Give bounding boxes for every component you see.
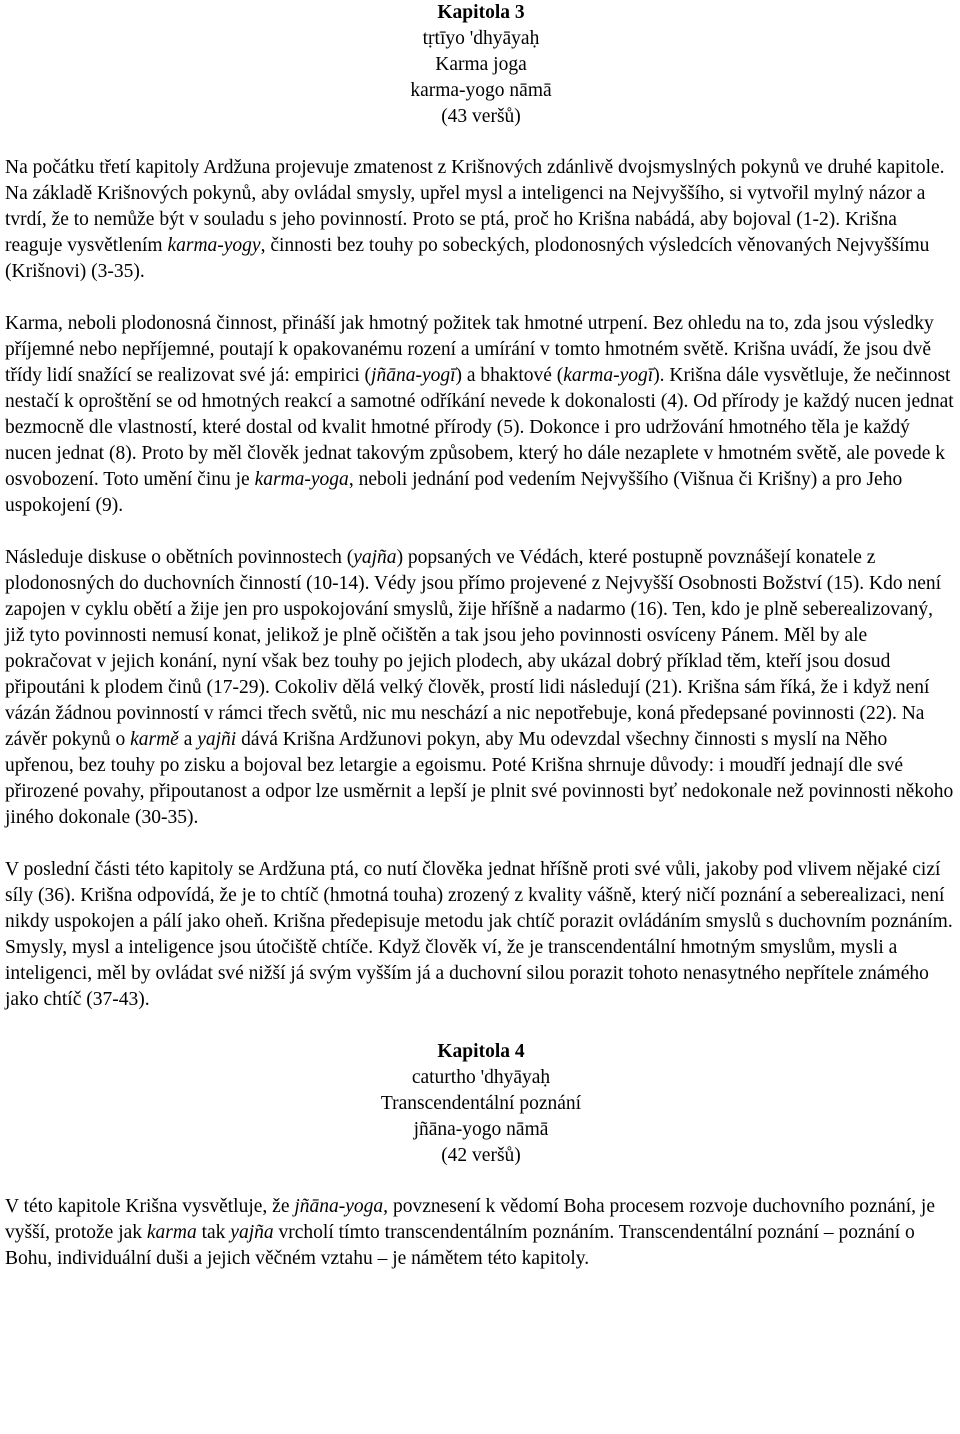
text-run: V poslední části této kapitoly se Ardžuna ptá, co nutí člověka jednat hříšně proti své vůli, jakoby pod vlivem nějaké cizí síly (36). Krišna odpovídá, že je to chtíč (hmotná touha) zrozený z kvality vášně, který ničí poznání a seberealizaci, není nikdy uspokojen a pálí jako oheň. Krišna předepisuje metodu jak chtíč porazit ovládáním smyslů s duchovním poznáním. Smysly, mysl a inteligence jsou útočiště chtíče. Když člověk ví, že je transcendentální hmotným smyslům, mysli a inteligenci, měl by ovládat své nižší já svým vyšším já a duchovní silou porazit tohoto nenasytného nepřítele známého jako chtíč (37-43). <box>5 859 953 1010</box>
chapter-3-title: Kapitola 3 <box>437 2 525 23</box>
text-run: V této kapitole Krišna vysvětluje, že <box>5 1196 295 1217</box>
chapter-4-paragraph-1 <box>5 1194 957 1272</box>
italic-term: yajñi <box>197 729 237 750</box>
chapter-3-verse-count: (43 veršů) <box>441 106 521 127</box>
italic-term: karma-yoga <box>254 469 349 490</box>
text-run: ). Krišna dále vysvětluje, že nečinnost nestačí k oproštění se od hmotných reakcí a samotné odříkání nevede k dokonalosti (4). Od přírody je každý nucen jednat bezmocně dle vlastností, které dostal od kvalit hmotné přírody (5). Dokonce i pro udržování hmotného těla je každý nucen jednat (8). Proto by měl člověk jednat takovým způsobem, který ho dále nezaplete v hmotném světě, ale povede k osvobození. Toto umění činu je <box>5 365 954 490</box>
chapter-3-header <box>5 0 957 130</box>
chapter-4-verse-count: (42 veršů) <box>441 1145 521 1166</box>
chapter-3-name: Karma joga <box>435 54 527 75</box>
text-run: a <box>178 729 198 750</box>
chapter-3-sanskrit-name: karma-yogo nāmā <box>410 80 552 101</box>
text-run: , neboli jednání pod vedením Nejvyššího (Višnua či Krišny) a pro Jeho uspokojení (9). <box>5 469 903 516</box>
italic-term: karma <box>146 1222 197 1243</box>
text-run: Na počátku třetí kapitoly Ardžuna projevuje zmatenost z Krišnových zdánlivě dvojsmyslných pokynů ve druhé kapitole. Na základě Krišnových pokynů, aby ovládal smysly, upřel mysl a inteligenci na Nejvyššího, si vytvořil mylný názor a tvrdí, že to nemůže být v souladu s jeho povinností. Proto se ptá, proč ho Krišna nabádá, aby bojoval (1-2). Krišna reaguje vysvětlením <box>5 157 945 256</box>
text-run: tak <box>196 1222 231 1243</box>
italic-term: yajña <box>353 547 397 568</box>
chapter-4-header <box>5 1039 957 1169</box>
italic-term: karma-yogy <box>167 235 261 256</box>
chapter-4-sanskrit-name: jñāna-yogo nāmā <box>413 1119 549 1140</box>
chapter-4-title: Kapitola 4 <box>437 1041 525 1062</box>
chapter-3-paragraph-2 <box>5 311 957 519</box>
italic-term: karma-yogī <box>563 365 654 386</box>
chapter-3-paragraph-4 <box>5 857 957 1013</box>
text-run: ) a bhaktové ( <box>455 365 564 386</box>
italic-term: jñāna-yoga, <box>294 1196 389 1217</box>
italic-term: karmě <box>130 729 179 750</box>
text-run: Následuje diskuse o obětních povinnostech ( <box>5 547 354 568</box>
text-run: Karma, neboli plodonosná činnost, přináší jak hmotný požitek tak hmotné utrpení. Bez ohledu na to, zda jsou výsledky příjemné nebo nepříjemné, poutají k opakovanému rození a umírání v tomto hmotném světě. Krišna uvádí, že jsou dvě třídy lidí snažící se realizovat své já: empirici ( <box>5 313 934 386</box>
text-run: ) popsaných ve Védách, které postupně povznášejí konatele z plodonosných do duchovních činností (10-14). Védy jsou přímo projevené z Nejvyšší Osobnosti Božství (15). Kdo není zapojen v cyklu obětí a žije jen pro uspokojování smyslů, žije hříšně a nadarmo (16). Ten, kdo je plně seberealizovaný, již tyto povinnosti nemusí konat, jelikož je plně očištěn a tak jsou jeho povinnosti osvíceny Pánem. Měl by ale pokračovat v jejich konání, nyní však bez touhy po jejich plodech, aby ukázal dobrý příklad těm, kteří jsou dosud připoutáni k plodem činů (17-29). Cokoliv dělá velký člověk, prostí lidi následují (21). Krišna sám říká, že i když není vázán žádnou povinností v rámci třech světů, nic mu neschází a nic nepotřebuje, koná předepsané povinnosti (22). Na závěr pokynů o <box>5 547 942 750</box>
italic-term: jñāna-yogī <box>371 365 456 386</box>
text-run: vrcholí tímto transcendentálním poznáním. Transcendentální poznání – poznání o Bohu, individuální duši a jejich věčném vztahu – je námětem této kapitoly. <box>5 1222 915 1269</box>
text-run: , činnosti bez touhy po sobeckých, plodonosných výsledcích věnovaných Nejvyššímu (Krišnovi) (3-35). <box>5 235 930 282</box>
italic-term: yajña <box>230 1222 274 1243</box>
chapter-3-sanskrit-title: tṛtīyo 'dhyāyaḥ <box>422 28 540 49</box>
text-run: povznesení k vědomí Boha procesem rozvoje duchovního poznání, je vyšší, protože jak <box>5 1196 935 1243</box>
chapter-4-sanskrit-title: caturtho 'dhyāyaḥ <box>411 1067 551 1088</box>
chapter-3-paragraph-3 <box>5 545 957 831</box>
chapter-3-paragraph-1 <box>5 155 957 285</box>
chapter-4-name: Transcendentální poznání <box>380 1093 582 1114</box>
text-run: dává Krišna Ardžunovi pokyn, aby Mu odevzdal všechny činnosti s myslí na Něho upřenou, bez touhy po zisku a bojoval bez letargie a egoismu. Poté Krišna shrnuje důvody: i moudří jednají dle své přirozené povahy, připoutanost a odpor lze usměrnit a lepší je plnit své povinnosti byť nedokonale než povinnosti někoho jiného dokonale (30-35). <box>5 729 954 828</box>
